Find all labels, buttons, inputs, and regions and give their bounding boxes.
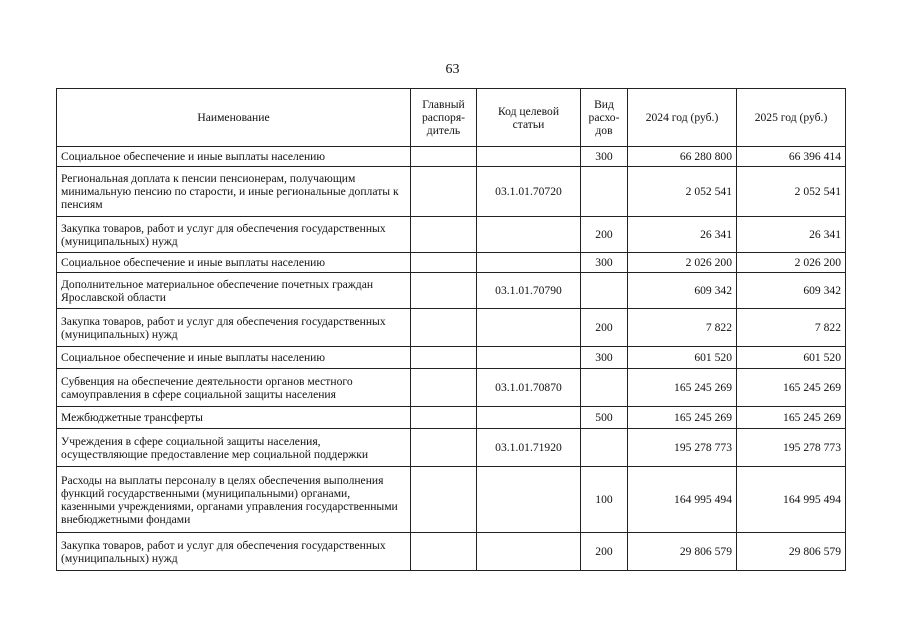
table-row	[57, 147, 846, 167]
row-code: 03.1.01.70790	[477, 273, 581, 309]
row-name: Межбюджетные трансферты	[57, 407, 411, 429]
budget-table	[56, 88, 846, 571]
row-code	[477, 347, 581, 369]
row-expense-type: 300	[581, 147, 628, 167]
table-row	[57, 253, 846, 273]
table-row	[57, 217, 846, 253]
table-row	[57, 533, 846, 571]
row-amount-2025: 601 520	[737, 347, 846, 369]
row-amount-2024: 164 995 494	[628, 467, 737, 533]
page-number: 63	[445, 62, 460, 77]
row-amount-2025: 165 245 269	[737, 369, 846, 407]
table-row	[57, 309, 846, 347]
row-amount-2025: 165 245 269	[737, 407, 846, 429]
table-row	[57, 167, 846, 217]
row-amount-2024: 2 026 200	[628, 253, 737, 273]
row-name: Социальное обеспечение и иные выплаты населению	[57, 147, 411, 167]
row-code	[477, 147, 581, 167]
table-row	[57, 467, 846, 533]
row-amount-2025: 29 806 579	[737, 533, 846, 571]
row-manager	[411, 309, 477, 347]
row-name: Социальное обеспечение и иные выплаты населению	[57, 347, 411, 369]
row-name: Региональная доплата к пенсии пенсионерам, получающим минимальную пенсию по старости, и иные региональные доплаты к пенсиям	[57, 167, 411, 217]
row-name: Закупка товаров, работ и услуг для обеспечения государственных (муниципальных) нужд	[57, 533, 411, 571]
table-row	[57, 369, 846, 407]
row-manager	[411, 429, 477, 467]
table-row	[57, 347, 846, 369]
row-amount-2025: 164 995 494	[737, 467, 846, 533]
row-name: Субвенция на обеспечение деятельности органов местного самоуправления в сфере социальной защиты населения	[57, 369, 411, 407]
row-code	[477, 407, 581, 429]
row-amount-2024: 165 245 269	[628, 407, 737, 429]
header-target-code: Код целевой статьи	[477, 89, 581, 147]
row-code	[477, 253, 581, 273]
row-expense-type: 200	[581, 533, 628, 571]
row-amount-2024: 66 280 800	[628, 147, 737, 167]
row-expense-type: 300	[581, 347, 628, 369]
row-manager	[411, 217, 477, 253]
row-name: Социальное обеспечение и иные выплаты населению	[57, 253, 411, 273]
row-expense-type: 100	[581, 467, 628, 533]
row-name: Расходы на выплаты персоналу в целях обеспечения выполнения функций государственными (муниципальными) органами, казенными учреждениями, органами управления государственными внебюджетными фондами	[57, 467, 411, 533]
row-name: Дополнительное материальное обеспечение почетных граждан Ярославской области	[57, 273, 411, 309]
row-amount-2025: 26 341	[737, 217, 846, 253]
row-manager	[411, 253, 477, 273]
row-amount-2025: 2 026 200	[737, 253, 846, 273]
header-year-2025: 2025 год (руб.)	[737, 89, 846, 147]
row-amount-2024: 29 806 579	[628, 533, 737, 571]
row-amount-2025: 195 278 773	[737, 429, 846, 467]
row-expense-type: 500	[581, 407, 628, 429]
row-manager	[411, 147, 477, 167]
row-expense-type	[581, 369, 628, 407]
row-code	[477, 309, 581, 347]
row-expense-type	[581, 273, 628, 309]
row-manager	[411, 407, 477, 429]
row-amount-2024: 609 342	[628, 273, 737, 309]
row-amount-2025: 2 052 541	[737, 167, 846, 217]
row-expense-type	[581, 429, 628, 467]
row-code	[477, 533, 581, 571]
row-expense-type	[581, 167, 628, 217]
row-amount-2024: 195 278 773	[628, 429, 737, 467]
row-amount-2025: 7 822	[737, 309, 846, 347]
row-amount-2024: 601 520	[628, 347, 737, 369]
row-code: 03.1.01.70870	[477, 369, 581, 407]
row-amount-2024: 26 341	[628, 217, 737, 253]
row-code	[477, 467, 581, 533]
table-row	[57, 407, 846, 429]
row-amount-2025: 609 342	[737, 273, 846, 309]
row-code	[477, 217, 581, 253]
header-manager: Главный распоря-дитель	[411, 89, 477, 147]
row-manager	[411, 273, 477, 309]
header-year-2024: 2024 год (руб.)	[628, 89, 737, 147]
header-name: Наименование	[57, 89, 411, 147]
row-manager	[411, 369, 477, 407]
row-expense-type: 200	[581, 217, 628, 253]
row-name: Закупка товаров, работ и услуг для обеспечения государственных (муниципальных) нужд	[57, 309, 411, 347]
row-code: 03.1.01.71920	[477, 429, 581, 467]
row-amount-2024: 165 245 269	[628, 369, 737, 407]
table-header-row	[57, 89, 846, 147]
table-row	[57, 273, 846, 309]
row-code: 03.1.01.70720	[477, 167, 581, 217]
row-manager	[411, 467, 477, 533]
row-amount-2024: 2 052 541	[628, 167, 737, 217]
header-expense-type: Вид расхо-дов	[581, 89, 628, 147]
row-manager	[411, 347, 477, 369]
row-expense-type: 200	[581, 309, 628, 347]
table-row	[57, 429, 846, 467]
row-name: Учреждения в сфере социальной защиты населения, осуществляющие предоставление мер социальной поддержки	[57, 429, 411, 467]
row-amount-2024: 7 822	[628, 309, 737, 347]
row-manager	[411, 533, 477, 571]
row-manager	[411, 167, 477, 217]
row-expense-type: 300	[581, 253, 628, 273]
row-name: Закупка товаров, работ и услуг для обеспечения государственных (муниципальных) нужд	[57, 217, 411, 253]
row-amount-2025: 66 396 414	[737, 147, 846, 167]
